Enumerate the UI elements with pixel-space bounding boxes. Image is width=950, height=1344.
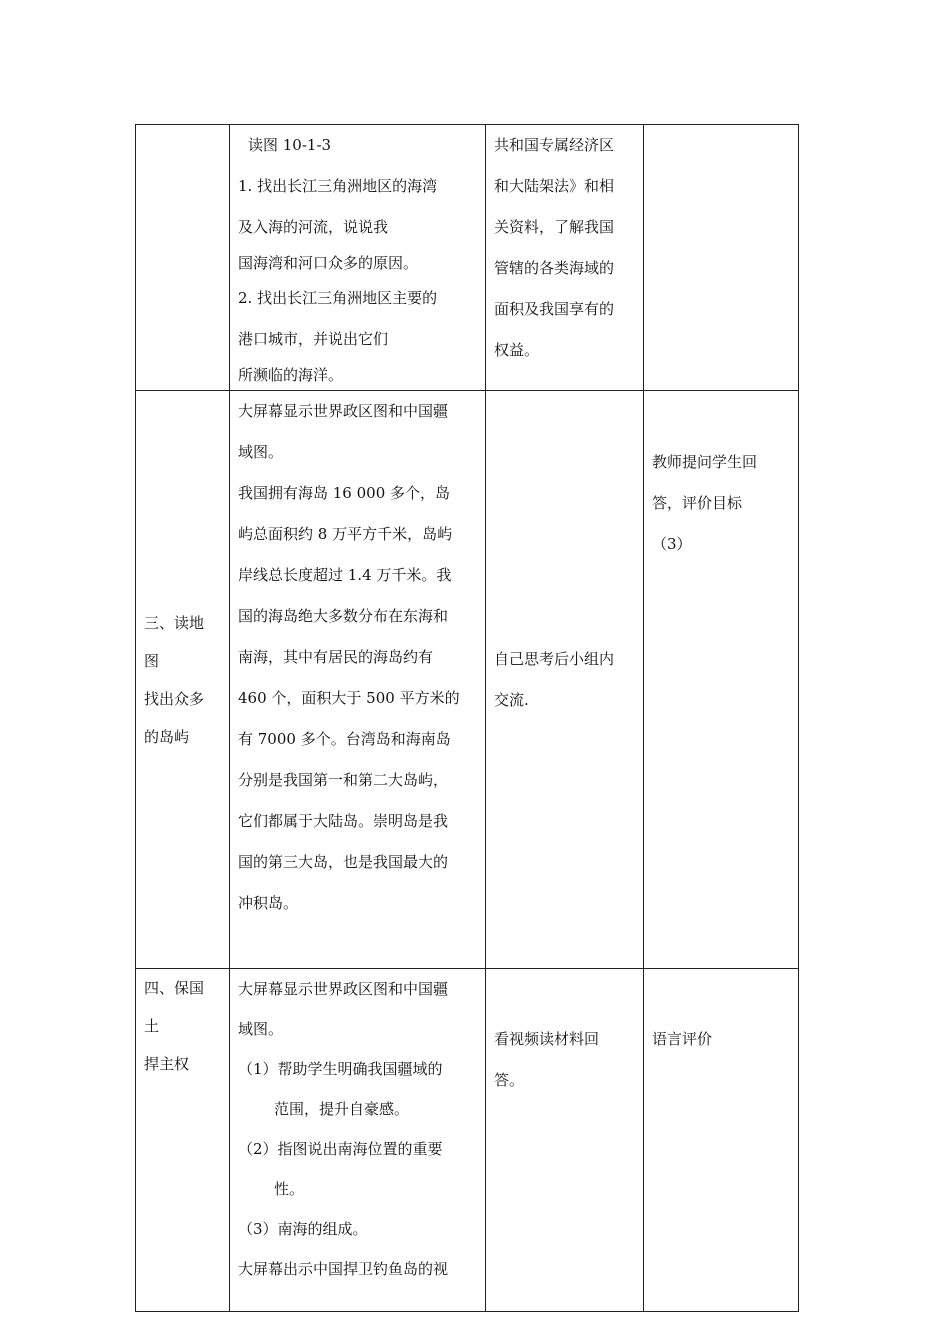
content-line: 它们都属于大陆岛。崇明岛是我 (238, 812, 449, 830)
section-line: 捍主权 (144, 1055, 190, 1073)
student-line: 面积及我国享有的 (494, 300, 615, 318)
content-cell (230, 969, 486, 1312)
content-line: （3）南海的组成。 (238, 1220, 368, 1238)
content-line: 国的第三大岛，也是我国最大的 (238, 853, 449, 871)
content-line: 大屏幕显示世界政区图和中国疆 (238, 402, 449, 420)
content-line: 域图。 (238, 1020, 284, 1038)
content-line: 有 7000 多个。台湾岛和海南岛 (238, 730, 451, 748)
content-line: 南海，其中有居民的海岛约有 (238, 648, 434, 666)
evaluation-line: 语言评价 (652, 1030, 713, 1048)
student-line: 共和国专属经济区 (494, 136, 615, 154)
content-line: 港口城市，并说出它们 (238, 330, 389, 348)
section-line: 土 (144, 1017, 160, 1035)
section-line: 找出众多 (144, 689, 205, 708)
section-line: 图 (144, 651, 160, 670)
student-line: 答。 (494, 1071, 525, 1089)
evaluation-line: 答，评价目标 (652, 494, 743, 512)
student-line: 关资料，了解我国 (494, 218, 615, 236)
content-cell (230, 391, 486, 969)
content-cell (230, 125, 486, 391)
section-line: 四、保国 (144, 979, 205, 997)
table-row (136, 391, 799, 969)
content-line: 所濒临的海洋。 (238, 366, 344, 384)
student-line: 管辖的各类海域的 (494, 259, 615, 277)
content-line: 1. 找出长江三角洲地区的海湾 (238, 177, 438, 195)
content-line: 460 个，面积大于 500 平方米的 (238, 689, 460, 707)
section-line: 三、读地 (144, 613, 205, 632)
section-line: 的岛屿 (144, 727, 190, 746)
content-line: 分别是我国第一和第二大岛屿， (238, 771, 449, 789)
section-cell (136, 125, 230, 391)
lesson-plan-table (135, 124, 799, 1312)
content-line: 范围，提升自豪感。 (274, 1100, 410, 1118)
content-line: （1）帮助学生明确我国疆域的 (238, 1060, 443, 1078)
evaluation-line: （3） (652, 535, 692, 553)
evaluation-cell (644, 391, 799, 969)
table-row (136, 125, 799, 391)
evaluation-cell (644, 125, 799, 391)
content-line: 国海湾和河口众多的原因。 (238, 254, 419, 272)
student-activity-cell (486, 391, 644, 969)
table-row (136, 969, 799, 1312)
section-cell (136, 391, 230, 969)
content-line: 及入海的河流，说说我 (238, 218, 389, 236)
content-line: 冲积岛。 (238, 894, 299, 912)
content-line: 我国拥有海岛 16 000 多个，岛 (238, 484, 451, 502)
content-line: 2. 找出长江三角洲地区主要的 (238, 289, 438, 307)
content-line: 岸线总长度超过 1.4 万千米。我 (238, 566, 452, 584)
content-line: 域图。 (238, 443, 284, 461)
student-line: 看视频读材料回 (494, 1030, 600, 1048)
evaluation-cell (644, 969, 799, 1312)
student-line: 和大陆架法》和相 (494, 177, 615, 195)
section-cell (136, 969, 230, 1312)
content-line: 性。 (274, 1180, 305, 1198)
content-line: 屿总面积约 8 万平方千米，岛屿 (238, 525, 453, 543)
content-line: 大屏幕出示中国捍卫钓鱼岛的视 (238, 1260, 449, 1278)
content-line: （2）指图说出南海位置的重要 (238, 1140, 443, 1158)
content-line: 国的海岛绝大多数分布在东海和 (238, 607, 449, 625)
evaluation-line: 教师提问学生回 (652, 453, 758, 471)
student-line: 交流. (494, 690, 529, 709)
content-line: 大屏幕显示世界政区图和中国疆 (238, 980, 449, 998)
student-line: 权益。 (494, 341, 540, 359)
student-activity-cell (486, 969, 644, 1312)
content-line: 读图 10-1-3 (248, 136, 332, 154)
student-line: 自己思考后小组内 (494, 649, 615, 668)
student-activity-cell (486, 125, 644, 391)
